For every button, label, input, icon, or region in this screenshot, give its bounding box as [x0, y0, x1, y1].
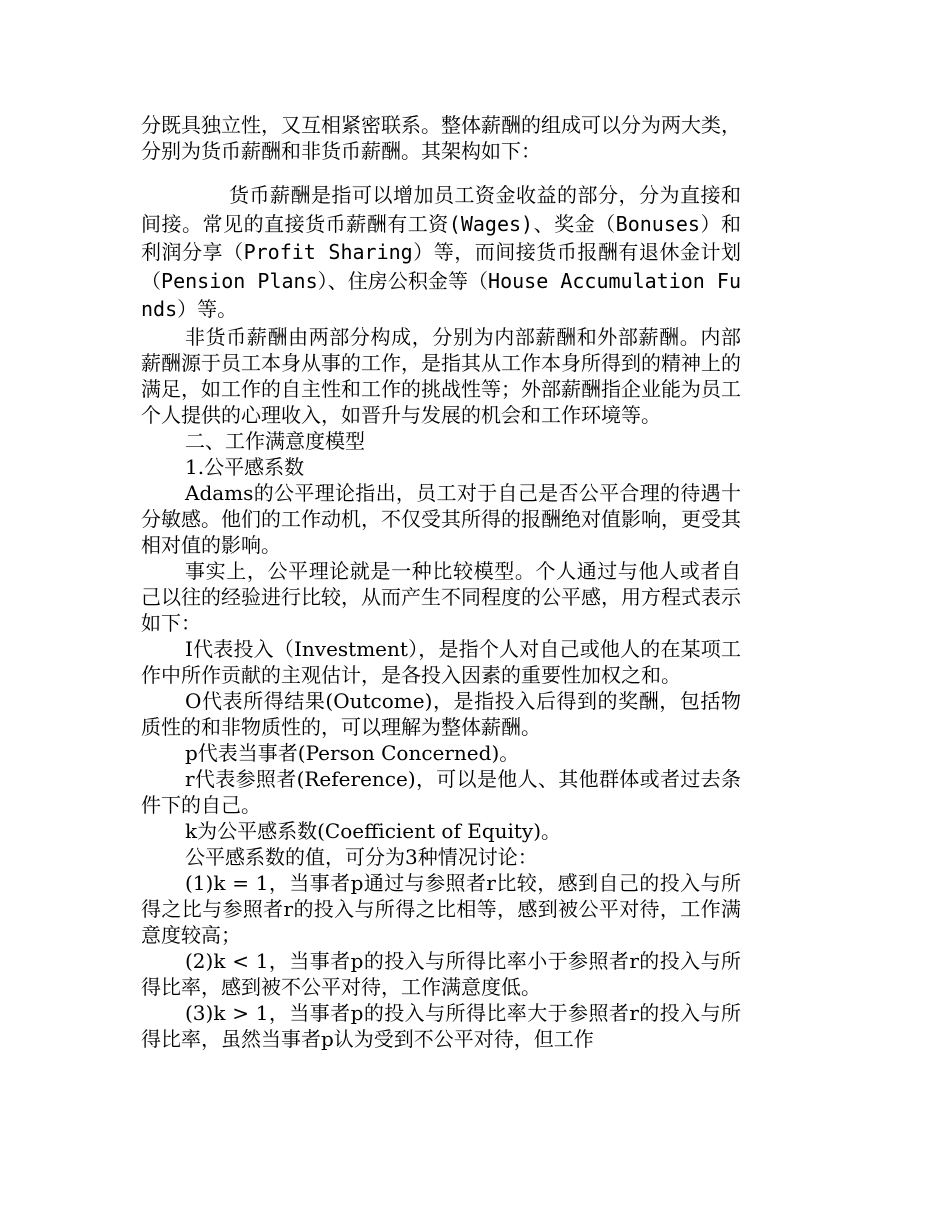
paragraph-definition-r: r代表参照者(Reference)，可以是他人、其他群体或者过去条件下的自己。 [141, 766, 741, 817]
paragraph-case-3: (3)k > 1，当事者p的投入与所得比率大于参照者r的投入与所得比率，虽然当事者p认为受到不公平对待，但工作 [141, 1000, 741, 1051]
paragraph-definition-k: k为公平感系数(Coefficient of Equity)。 [185, 818, 562, 843]
paragraph-definition-p: p代表当事者(Person Concerned)。 [185, 740, 520, 765]
paragraph-case-2: (2)k < 1，当事者p的投入与所得比率小于参照者r的投入与所得比率，感到被不公平对待，工作满意度低。 [141, 948, 741, 999]
paragraph-case-1: (1)k = 1，当事者p通过与参照者r比较，感到自己的投入与所得之比与参照者r的投入与所得之比相等，感到被公平对待，工作满意度较高； [141, 870, 741, 947]
paragraph-intro: 分既具独立性，又互相紧密联系。整体薪酬的组成可以分为两大类，分别为货币薪酬和非货币薪酬。其架构如下： [141, 113, 741, 163]
paragraph-comparison-model: 事实上，公平理论就是一种比较模型。个人通过与他人或者自己以往的经验进行比较，从而产生不同程度的公平感，用方程式表示如下： [141, 558, 741, 635]
paragraph-definition-i: I代表投入（Investment），是指个人对自己或他人的在某项工作中所作贡献的主观估计，是各投入因素的重要性加权之和。 [141, 636, 741, 687]
paragraph-definition-o: O代表所得结果(Outcome)，是指投入后得到的奖酬，包括物质性的和非物质性的，可以理解为整体薪酬。 [141, 688, 741, 739]
subsection-heading: 1.公平感系数 [185, 454, 305, 479]
paragraph-cases-intro: 公平感系数的值，可分为3种情况讨论： [185, 844, 538, 869]
document-body [141, 112, 741, 1052]
paragraph-adams-theory: Adams的公平理论指出，员工对于自己是否公平合理的待遇十分敏感。他们的工作动机，不仅受其所得的报酬绝对值影响，更受其相对值的影响。 [141, 480, 741, 557]
section-heading: 二、工作满意度模型 [185, 428, 365, 453]
paragraph-monetary-pay: 货币薪酬是指可以增加员工资金收益的部分，分为直接和间接。常见的直接货币薪酬有工资(Wages)、奖金（Bonuses）和利润分享（Profit Sharing）等，而间接货币报酬有退休金计划（Pension Plans）、住房公积金等（House Accumulation Funds）等。 [141, 183, 741, 321]
paragraph-nonmonetary-pay: 非货币薪酬由两部分构成，分别为内部薪酬和外部薪酬。内部薪酬源于员工本身从事的工作，是指其从工作本身所得到的精神上的满足，如工作的自主性和工作的挑战性等；外部薪酬指企业能为员工个人提供的心理收入，如晋升与发展的机会和工作环境等。 [141, 324, 741, 427]
